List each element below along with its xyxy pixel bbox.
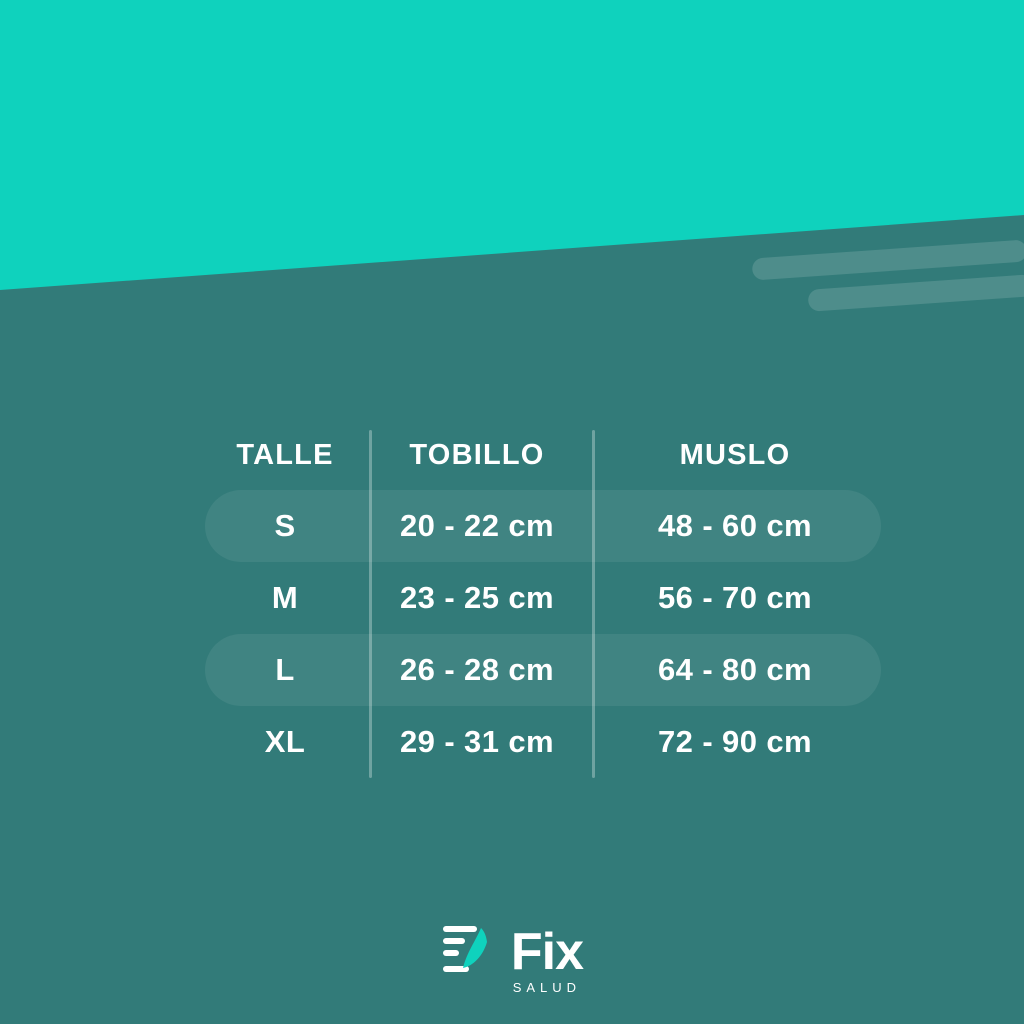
cell-tobillo: 23 - 25 cm xyxy=(400,580,554,615)
cell-muslo: 56 - 70 cm xyxy=(658,580,812,615)
decorative-dash-2 xyxy=(808,274,1024,312)
size-table xyxy=(205,424,881,778)
cell-talle: XL xyxy=(264,724,306,759)
logo-subtitle: SALUD xyxy=(512,980,582,995)
column-separator-1 xyxy=(369,430,372,778)
column-header-muslo: MUSLO xyxy=(679,438,791,471)
cell-tobillo: 29 - 31 cm xyxy=(400,724,554,759)
logo-name: Fix xyxy=(510,923,584,981)
cell-talle: L xyxy=(275,652,295,687)
table-header-row xyxy=(205,424,881,486)
cell-muslo: 72 - 90 cm xyxy=(658,724,812,759)
table-row xyxy=(205,706,881,778)
cell-talle: S xyxy=(274,508,296,543)
cell-talle: M xyxy=(271,580,299,615)
column-header-tobillo: TOBILLO xyxy=(409,438,545,471)
cell-muslo: 48 - 60 cm xyxy=(658,508,812,543)
table-row xyxy=(205,634,881,706)
logo-text-wrap xyxy=(510,923,584,995)
column-header-talle: TALLE xyxy=(236,438,334,471)
table-row xyxy=(205,562,881,634)
table-row xyxy=(205,490,881,562)
decorative-dash-1 xyxy=(752,239,1024,280)
cell-muslo: 64 - 80 cm xyxy=(658,652,812,687)
fix-salud-logo-icon xyxy=(441,922,501,978)
cell-tobillo: 20 - 22 cm xyxy=(400,508,554,543)
cell-tobillo: 26 - 28 cm xyxy=(400,652,554,687)
brand-logo xyxy=(0,922,1024,995)
column-separator-2 xyxy=(592,430,595,778)
